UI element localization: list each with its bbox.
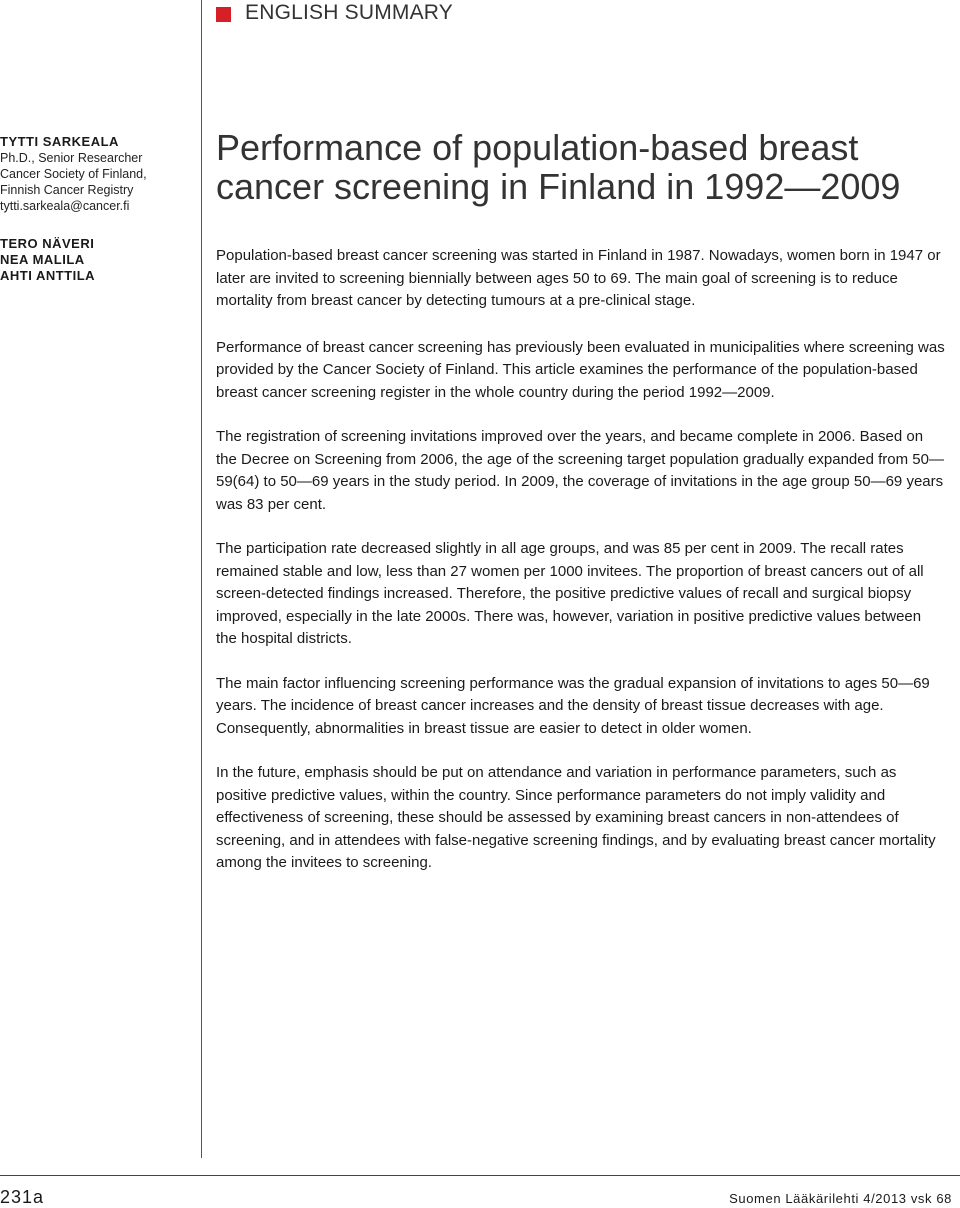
journal-citation: Suomen Lääkärilehti 4/2013 vsk 68 bbox=[729, 1191, 952, 1206]
body-paragraph: Performance of breast cancer screening has previously been evaluated in municipalities where screening was provided by the Cancer Society of Finland. This article examines the performance of the population-based breast cancer screening register in the whole country during the period 1992—2009. bbox=[216, 338, 945, 401]
title-line: Performance of population-based breast bbox=[216, 127, 859, 168]
body-paragraph: The registration of screening invitations improved over the years, and became complete in 2006. Based on the Decree on Screening from 2006, the age of the screening target population gradually expanded from 50—59(64) to 50—69 years in the study period. In 2009, the coverage of invitations in the age group 50—69 years was 83 per cent. bbox=[216, 428, 944, 513]
title-line: cancer screening in Finland in 1992—2009 bbox=[216, 166, 901, 207]
article-title bbox=[216, 128, 936, 206]
section-header bbox=[216, 0, 453, 26]
affiliation-line: Ph.D., Senior Researcher bbox=[0, 151, 143, 165]
page-number: 231a bbox=[0, 1187, 45, 1207]
body-paragraph: In the future, emphasis should be put on attendance and variation in performance parameters, such as positive predictive values, within the country. Since performance parameters do not imply validity and effectiveness of screening, these should be assessed by examining breast cancers in non-attendees of screening, and in attendees with false-negative screening findings, and by evaluating breast cancer mortality among the invitees to screening. bbox=[216, 764, 936, 871]
author-email: tytti.sarkeala@cancer.fi bbox=[0, 199, 130, 213]
lead-paragraph: Population-based breast cancer screening was started in Finland in 1987. Nowadays, women born in 1947 or later are invited to screening biennially between ages 50 to 69. The main goal of screening is to reduce mortality from breast cancer by detecting tumours at a pre-clinical stage. bbox=[216, 247, 941, 309]
coauthor-list bbox=[0, 236, 196, 284]
article-body bbox=[216, 245, 946, 897]
footer-divider bbox=[0, 1175, 960, 1176]
author-name: TYTTI SARKEALA bbox=[0, 134, 119, 149]
coauthor-name: AHTI ANTTILA bbox=[0, 268, 96, 283]
section-label: ENGLISH SUMMARY bbox=[245, 1, 453, 24]
red-square-marker bbox=[216, 7, 231, 22]
body-paragraph: The participation rate decreased slightly in all age groups, and was 85 per cent in 2009. The recall rates remained stable and low, less than 27 women per 1000 invitees. The proportion of breast cancers out of all screen-detected findings increased. Therefore, the positive predictive values of recall and surgical biopsy improved, especially in the late 2000s. There was, however, variation in positive predictive values between the hospital districts. bbox=[216, 540, 924, 647]
affiliation-line: Finnish Cancer Registry bbox=[0, 183, 134, 197]
column-divider bbox=[201, 0, 202, 1158]
coauthor-name: NEA MALILA bbox=[0, 252, 85, 267]
author-sidebar bbox=[0, 134, 196, 284]
coauthor-name: TERO NÄVERI bbox=[0, 236, 95, 251]
body-paragraph: The main factor influencing screening performance was the gradual expansion of invitations to ages 50—69 years. The incidence of breast cancer increases and the density of breast tissue decreases with age. Consequently, abnormalities in breast tissue are easier to detect in older women. bbox=[216, 674, 930, 737]
affiliation-line: Cancer Society of Finland, bbox=[0, 167, 147, 181]
